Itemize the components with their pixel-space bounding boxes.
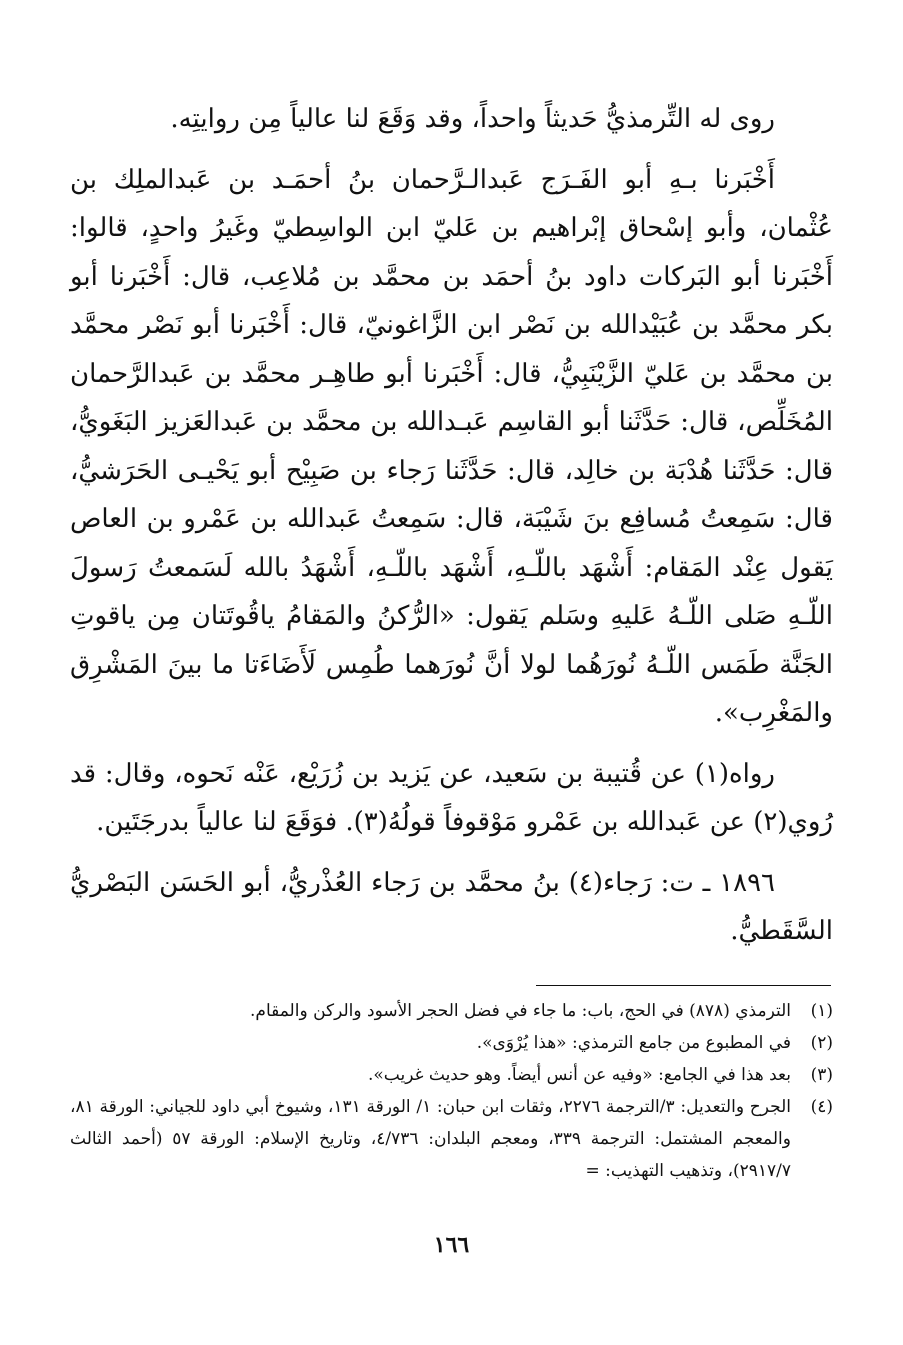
footnote-2 [70,1027,833,1059]
footnote-text: الترمذي (٨٧٨) في الحج، باب: ما جاء في فضل الحجر الأسود والركن والمقام. [250,1001,791,1021]
footnote-text: في المطبوع من جامع الترمذي: «هذا يُرْوَى». [476,1033,791,1053]
footnote-1 [70,995,833,1027]
footnote-number: (١) [810,1001,833,1021]
main-text [70,95,833,956]
footnote-text: بعد هذا في الجامع: «وفيه عن أنس أيضاً. وهو حديث غريب». [367,1065,791,1085]
footnote-separator [536,985,831,986]
isnad-paragraph: أَخْبَرنا بـهِ أبو الفَـرَج عَبدالـرَّحمان بنُ أحمَـد بن عَبدالملِك بن عُثْمان، وأبو إسْحاق إبْراهيم بن عَليّ ابن الواسِطيّ وغَيرُ واحدٍ، قالوا: أَخْبَرنا أبو البَركات داود بنُ أحمَد بن محمَّد بن مُلاعِب، قال: أَخْبَرنا أبو بكر محمَّد بن عُبَيْدالله بن نَصْر ابن الزَّاغونيّ، قال: أَخْبَرنا أبو نَصْر محمَّد بن محمَّد بن عَليّ الزَّيْنَبِيُّ، قال: أَخْبَرنا أبو طاهِـر محمَّد بن عَبدالرَّحمان المُخَلِّص، قال: حَدَّثَنا أبو القاسِم عَبـدالله بن محمَّد بن عَبدالعَزيز البَغَويُّ، قال: حَدَّثَنا هُدْبَة بن خالِد، قال: حَدَّثَنا رَجاء بن صَبِيْح أبو يَحْيـى الحَرَشيُّ، قال: سَمِعتُ مُسافِع بنَ شَيْبَة، قال: سَمِعتُ عَبدالله بن عَمْرو بن العاص يَقول عِنْد المَقام: أَشْهَد باللّـهِ، أَشْهَد باللّـهِ، أَشْهَدُ بالله لَسَمعتُ رَسولَ اللّـهِ صَلى اللّـهُ عَليهِ وسَلم يَقول: «الرُّكنُ والمَقامُ ياقُوتَتان مِن ياقوتِ الجَنَّة طَمَس اللّـهُ نُورَهُما لولا أنَّ نُورَهما طُمِس لَأَضَاءَتا ما بينَ المَشْرِق والمَغْرِب». [70,164,833,728]
footnote-number: (٤) [810,1097,833,1117]
narration-paragraph: رواه(١) عن قُتيبة بن سَعيد، عن يَزيد بن زُرَيْع، عَنْه نَحوه، وقال: قد رُوي(٢) عن عَبدالله بن عَمْرو مَوْقوفاً قولُهُ(٣). فوَقَعَ لنا عالياً بدرجَتَين. [70,758,833,837]
intro-paragraph: روى له التِّرمذيُّ حَديثاً واحداً، وقد وَقَعَ لنا عالياً مِن روايتِه. [170,104,775,134]
footnote-number: (٢) [810,1033,833,1053]
biography-entry: ١٨٩٦ ـ ت: رَجاء(٤) بنُ محمَّد بن رَجاء العُذْريُّ، أبو الحَسَن البَصْريُّ السَّقَطيُّ. [70,867,833,946]
footnote-4 [70,1091,833,1187]
footnotes [70,995,833,1187]
page-number: ١٦٦ [433,1232,470,1258]
footnote-3 [70,1059,833,1091]
footnote-number: (٣) [810,1065,833,1085]
footnote-text: الجرح والتعديل: ٣/الترجمة ٢٢٧٦، وثقات ابن حبان: ١/ الورقة ١٣١، وشيوخ أبي داود للجياني: الورقة ٨١، والمعجم المشتمل: الترجمة ٣٣٩، ومعجم البلدان: ٤/٧٣٦، وتاريخ الإسلام: الورقة ٥٧ (أحمد الثالث ٢٩١٧/٧)، وتذهيب التهذيب: = [70,1097,791,1181]
